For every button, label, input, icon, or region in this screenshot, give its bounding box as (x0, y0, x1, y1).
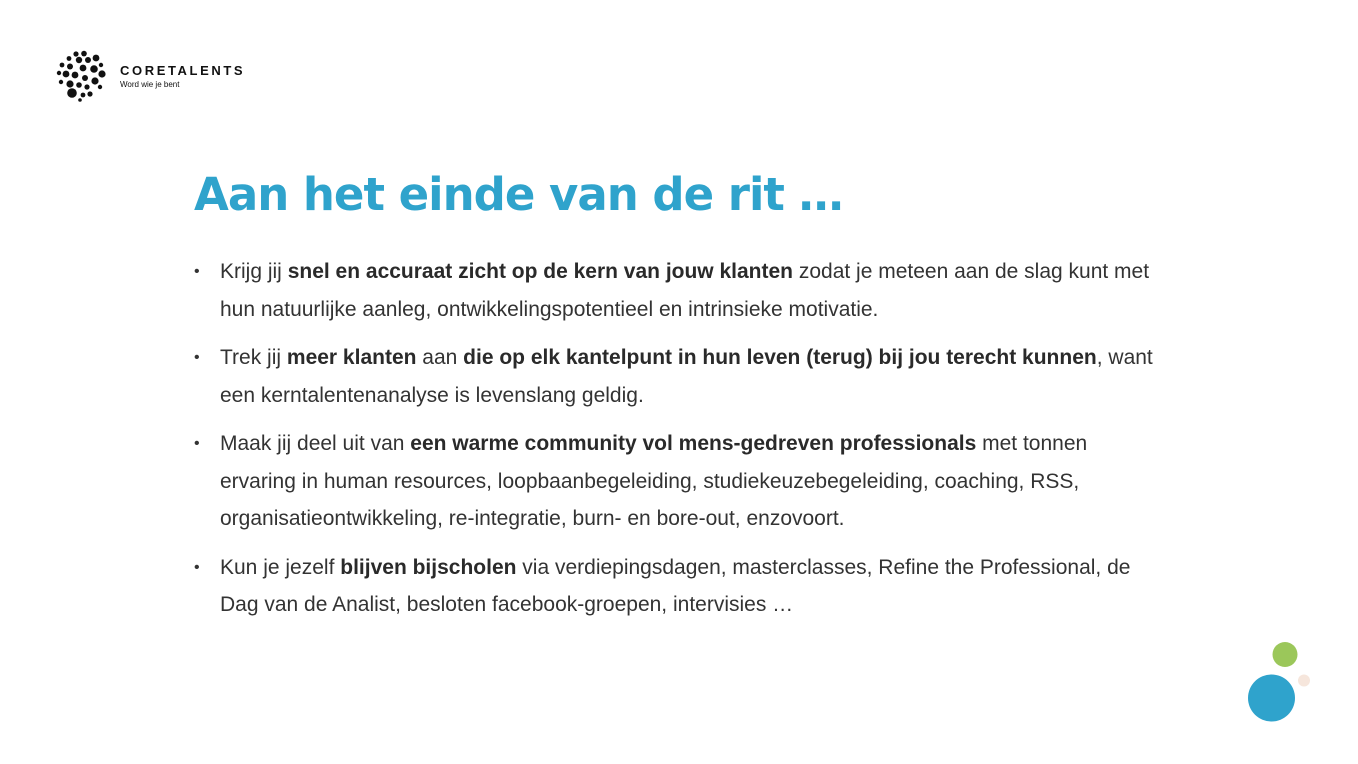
bullet-text: Kun je jezelf (220, 555, 341, 579)
bullet-text-bold: snel en accuraat zicht op de kern van jouw klanten (287, 260, 793, 283)
slide-title: Aan het einde van de rit … (194, 168, 843, 221)
dot-cluster-logo-icon (56, 50, 108, 102)
brand-tagline: Word wie je bent (120, 79, 180, 89)
three-circles-decoration-icon (1240, 636, 1320, 732)
bullet-item-3 (194, 425, 1154, 538)
bullet-text: , want een kerntalentenanalyse is levenslang geldig. (220, 346, 1153, 407)
blue-circle (1248, 675, 1295, 722)
bullet-list (194, 253, 1154, 635)
bullet-text: Maak jij deel uit van (220, 432, 411, 455)
bullet-marker: • (194, 349, 200, 366)
brand-name: CORETALENTS (120, 62, 246, 78)
bullet-text: met tonnen ervaring in human resources, loopbaanbegeleiding, studiekeuzebegeleiding, coaching, RSS, organisatieontwikkeling, re-integratie, burn- en bore-out, enzovoort. (220, 432, 1088, 530)
bullet-marker: • (194, 435, 200, 452)
bullet-text-bold: meer klanten (286, 346, 417, 369)
bullet-item-4 (194, 549, 1154, 624)
bullet-text: via verdiepingsdagen, masterclasses, Refine the Professional, de Dag van de Analist, besloten facebook-groepen, intervisies … (220, 555, 1131, 616)
bullet-marker: • (194, 263, 200, 280)
peach-circle (1298, 675, 1310, 687)
bullet-text: Trek jij (220, 346, 287, 369)
bullet-text: aan (416, 346, 464, 369)
bullet-text-bold: blijven bijscholen (340, 555, 517, 579)
green-circle (1273, 642, 1298, 667)
bullet-text-bold: een warme community vol mens-gedreven professionals (410, 432, 977, 455)
bullet-text: zodat je meteen aan de slag kunt met hun natuurlijke aanleg, ontwikkelingspotentieel en intrinsieke motivatie. (220, 260, 1150, 321)
bullet-text-bold: die op elk kantelpunt in hun leven (terug) bij jou terecht kunnen (463, 346, 1097, 369)
bullet-item-1 (194, 253, 1154, 328)
bullet-text: Krijg jij (220, 260, 288, 283)
brand-logo (56, 50, 245, 102)
bullet-item-2 (194, 339, 1154, 414)
brand-text (120, 63, 245, 90)
bullet-marker: • (194, 558, 200, 576)
